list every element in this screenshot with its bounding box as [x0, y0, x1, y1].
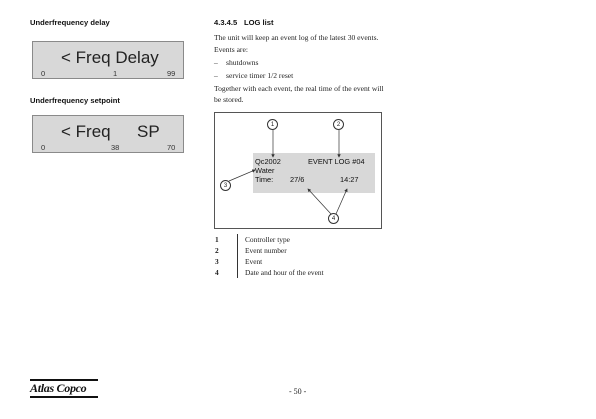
callout-4: 4: [328, 213, 339, 224]
event-hour-text: 14:27: [340, 175, 359, 184]
underfrequency-delay-heading: Underfrequency delay: [30, 18, 110, 27]
setpoint-scale-current: 38: [111, 143, 120, 152]
event-text: Water: [255, 166, 275, 175]
section-title: [214, 18, 274, 27]
log-display-figure: [214, 112, 382, 229]
delay-scale-max: 99: [167, 69, 176, 78]
section-title-text: LOG list: [244, 18, 274, 27]
setpoint-scale-min: 0: [41, 143, 46, 152]
event-list-item: – service timer 1/2 reset: [214, 71, 294, 80]
timestamp-paragraph: Together with each event, the real time of the event will be stored.: [214, 84, 384, 104]
intro-paragraph: The unit will keep an event log of the latest 30 events.: [214, 33, 379, 42]
events-label: Events are:: [214, 45, 248, 54]
time-label: Time:: [255, 175, 274, 184]
event-list-item: – shutdowns: [214, 58, 259, 67]
setpoint-display-sp: SP: [137, 122, 160, 141]
delay-scale-current: 1: [113, 69, 118, 78]
setpoint-scale-max: 70: [167, 143, 176, 152]
callout-2: 2: [333, 119, 344, 130]
event-date-text: 27/6: [290, 175, 305, 184]
section-number: 4.3.4.5: [214, 18, 238, 27]
setpoint-display-panel: [32, 115, 184, 153]
page-number: - 50 -: [289, 387, 307, 396]
callout-3: 3: [220, 180, 231, 191]
logo-underline-bottom: [30, 396, 98, 398]
delay-display-panel: [32, 41, 184, 79]
underfrequency-setpoint-heading: Underfrequency setpoint: [30, 96, 120, 105]
controller-type-text: Qc2002: [255, 157, 281, 166]
callout-leader-lines: [215, 113, 383, 230]
atlas-copco-logo: Atlas Copco: [30, 381, 87, 395]
callout-1: 1: [267, 119, 278, 130]
setpoint-display-label: < Freq: [61, 122, 111, 141]
event-log-number-text: EVENT LOG #04: [308, 157, 365, 166]
delay-scale-min: 0: [41, 69, 46, 78]
delay-display-main: < Freq Delay: [61, 48, 159, 67]
